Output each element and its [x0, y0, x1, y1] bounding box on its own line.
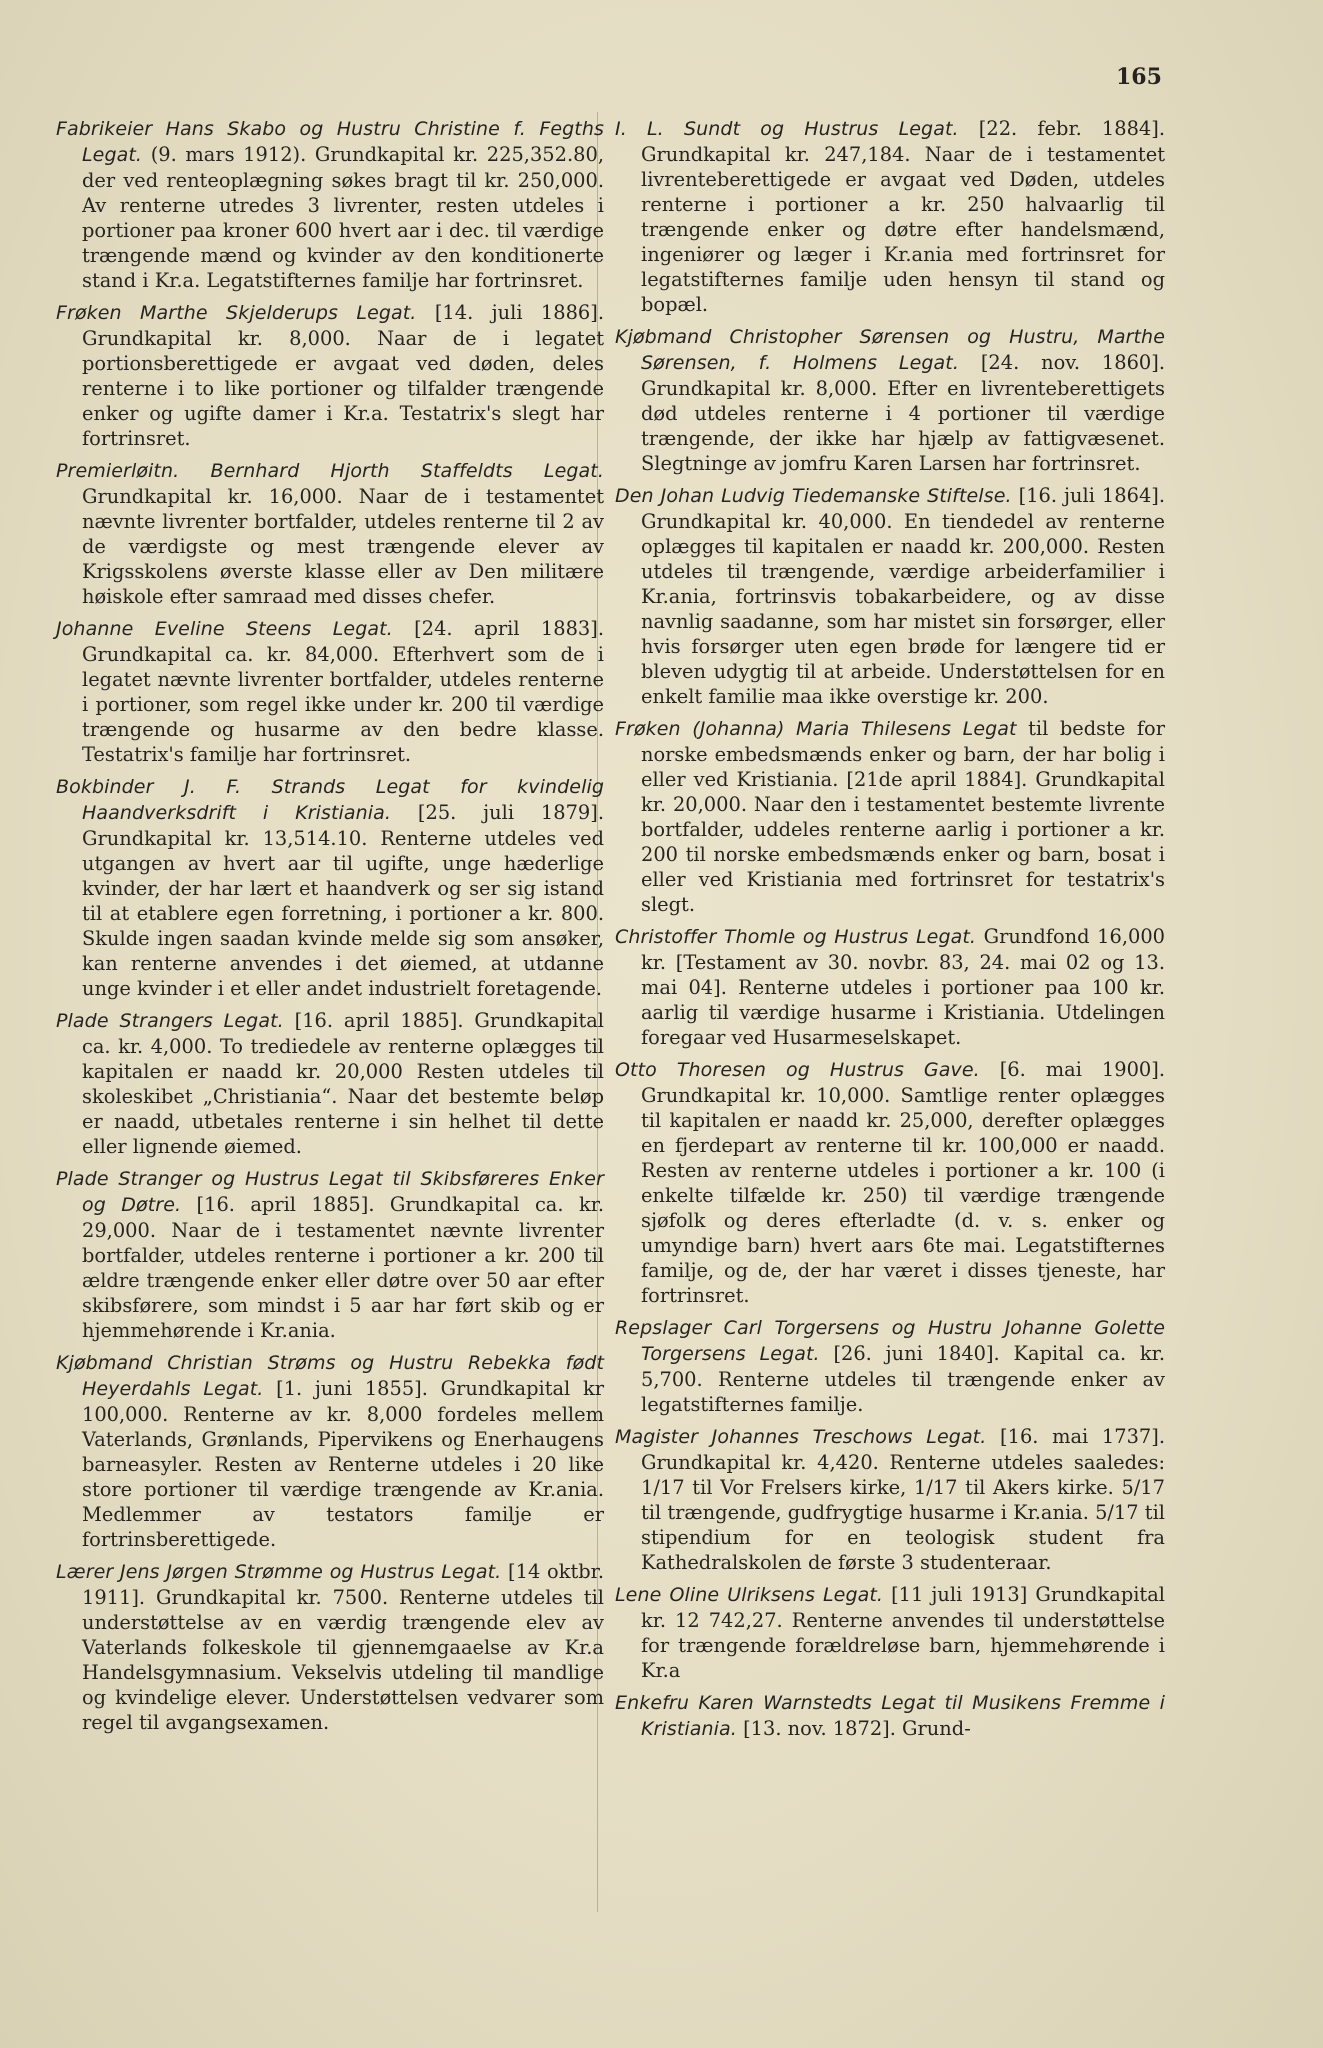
legat-entry: [56, 1008, 604, 1159]
page-number: 165: [1116, 64, 1162, 90]
legat-description: Grundfond 16,000 kr. [Testament av 30. novbr. 83, 24. mai 02 og 13. mai 04]. Renterne utdeles i portioner paa 100 kr. aarlig til værdige husarme i Kristiania. Utdelingen foregaar ved Husarmeselskapet.: [641, 925, 1165, 1049]
legat-entry: [56, 300, 604, 451]
legat-name: Premierløitn. Bernhard Hjorth Staffeldts Legat.: [56, 460, 604, 482]
legat-name: Lene Oline Ulriksens Legat.: [615, 1584, 884, 1606]
legat-entry: [615, 1057, 1165, 1308]
legat-name: Plade Stranger og Hustrus Legat til Skibsføreres Enker og Døtre.: [56, 1168, 604, 1216]
legat-entry: [56, 616, 604, 767]
legat-name: Den Johan Ludvig Tiedemanske Stiftelse.: [615, 485, 1012, 507]
legat-entry: [615, 1315, 1165, 1417]
legat-name: Kjøbmand Christopher Sørensen og Hustru, Marthe Sørensen, f. Holmens Legat.: [615, 326, 1165, 374]
legat-description: [13. nov. 1872]. Grund-: [736, 1717, 971, 1740]
legat-description: [26. juni 1840]. Kapital ca. kr. 5,700. Renterne utdeles til trængende enker av legatstifternes familje.: [641, 1342, 1165, 1416]
legat-name: Plade Strangers Legat.: [56, 1010, 284, 1032]
legat-description: [1. juni 1855]. Grundkapital kr 100,000. Renterne av kr. 8,000 fordeles mellem Vaterlands, Grønlands, Pipervikens og Enerhaugens barneasyler. Resten av Renterne utdeles i 20 like store portioner til værdige trængende av Kr.ania. Medlemmer av testators familje er fortrinsberettigede.: [82, 1377, 604, 1551]
legat-description: [24. april 1883]. Grundkapital ca. kr. 84,000. Efterhvert som de i legatet nævnte livrenter bortfalder, utdeles renterne i portioner, som regel ikke under kr. 200 til værdige trængende og husarme av den bedre klasse. Testatrix's familje har fortrinsret.: [82, 617, 604, 766]
legat-entry: [56, 1350, 604, 1552]
legat-description: [16. mai 1737]. Grundkapital kr. 4,420. Renterne utdeles saaledes: 1/17 til Vor Frelsers kirke, 1/17 til Akers kirke. 5/17 til trængende, gudfrygtige husarme i Kr.ania. 5/17 til stipendium for en teologisk student fra Kathedralskolen de første 3 studenteraar.: [641, 1425, 1165, 1574]
legat-description: [14. juli 1886]. Grundkapital kr. 8,000. Naar de i legatet portionsberettigede er avgaat ved døden, deles renterne i to like portioner og tilfalder trængende enker og ugifte damer i Kr.a. Testatrix's slegt har fortrinsret.: [82, 301, 604, 450]
legat-description: til bedste for norske embedsmænds enker og barn, der har bolig i eller ved Kristiania. [21de april 1884]. Grundkapital kr. 20,000. Naar den i testamentet bestemte livrente bortfalder, uddeles renterne aarlig i portioner a kr. 200 til norske embedsmænds enker og barn, bosat i eller ved Kristiania med fortrinsret for testatrix's slegt.: [641, 717, 1165, 916]
legat-description: Grundkapital kr. 16,000. Naar de i testamentet nævnte livrenter bortfalder, utdeles renterne til 2 av de værdigste og mest trængende elever av Krigsskolens øverste klasse eller av Den militære høiskole efter samraad med disses chefer.: [82, 485, 604, 608]
legat-name: Enkefru Karen Warnstedts Legat til Musikens Fremme i Kristiania.: [615, 1692, 1165, 1740]
legat-description: [16. juli 1864]. Grundkapital kr. 40,000. En tiendedel av renterne oplægges til kapitalen er naadd kr. 200,000. Resten utdeles til trængende, værdige arbeiderfamilier i Kr.ania, fortrinsvis tobakarbeidere, og av disse navnlig saadanne, som har mistet sin forsørger, eller hvis forsørger uten egen brøde for længere tid er bleven udygtig til at arbeide. Understøttelsen for en enkelt familie maa ikke overstige kr. 200.: [641, 484, 1166, 708]
legat-entry: [615, 1582, 1165, 1683]
legat-entry: [56, 1166, 604, 1343]
legat-name: Johanne Eveline Steens Legat.: [56, 618, 393, 640]
legat-description: [22. febr. 1884]. Grundkapital kr. 247,184. Naar de i testamentet livrenteberettigede er avgaat ved Døden, utdeles renterne i portioner a kr. 250 halvaarlig til trængende enker og døtre efter handelsmænd, ingeniører og læger i Kr.ania med fortrinsret for legatstifternes familje uden hensyn til stand og bopæl.: [641, 117, 1165, 316]
legat-name: Repslager Carl Torgersens og Hustru Johanne Golette Torgersens Legat.: [615, 1317, 1165, 1365]
legat-description: [14 oktbr. 1911]. Grundkapital kr. 7500. Renterne utdeles til understøttelse av en værdig trængende elev av Vaterlands folkeskole til gjennemgaaelse av Kr.a Handelsgymnasium. Vekselvis utdeling til mandlige og kvindelige elever. Understøttelsen vedvarer som regel til avgangsexamen.: [82, 1560, 604, 1734]
legat-entry: [615, 116, 1165, 317]
legat-entry: [56, 458, 604, 609]
legat-entry: [56, 774, 604, 1001]
legat-name: Bokbinder J. F. Strands Legat for kvindelig Haandverksdrift i Kristiania.: [56, 776, 604, 824]
legat-entry: [56, 1559, 604, 1735]
legat-name: Christoffer Thomle og Hustrus Legat.: [615, 926, 977, 948]
left-column: [56, 116, 604, 1742]
legat-description: [16. april 1885]. Grundkapital ca. kr. 29,000. Naar de i testamentet nævnte livrenter bortfalder, utdeles renterne i portioner a kr. 200 til ældre trængende enker eller døtre over 50 aar efter skibsførere, som mindst i 5 aar har ført skib og er hjemmehørende i Kr.ania.: [82, 1193, 604, 1342]
legat-entry: [615, 1424, 1165, 1575]
right-column: [615, 116, 1165, 1749]
legat-name: Lærer Jens Jørgen Strømme og Hustrus Legat.: [56, 1561, 502, 1583]
legat-description: [25. juli 1879]. Grundkapital kr. 13,514.10. Renterne utdeles ved utgangen av hvert aar til ugifte, unge hæderlige kvinder, der har lært et haandverk og ser sig istand til at etablere egen forretning, i portioner a kr. 800. Skulde ingen saadan kvinde melde sig som ansøker, kan renterne anvendes i det øiemed, at utdanne unge kvinder i et eller andet industrielt foretagende.: [82, 801, 604, 1000]
legat-name: Fabrikeier Hans Skabo og Hustru Christine f. Fegths Legat.: [56, 118, 604, 166]
legat-name: Frøken (Johanna) Maria Thilesens Legat: [615, 718, 1017, 740]
legat-description: [16. april 1885]. Grundkapital ca. kr. 4,000. To trediedele av renterne oplægges til kapitalen er naadd kr. 20,000 Resten utdeles til skoleskibet „Christiania“. Naar det bestemte beløp er naadd, utbetales renterne i sin helhet til dette eller lignende øiemed.: [82, 1009, 604, 1158]
legat-entry: [615, 1690, 1165, 1742]
legat-entry: [56, 116, 604, 293]
legat-name: Frøken Marthe Skjelderups Legat.: [56, 302, 417, 324]
legat-name: Otto Thoresen og Hustrus Gave.: [615, 1059, 980, 1081]
legat-name: I. L. Sundt og Hustrus Legat.: [615, 118, 959, 140]
legat-description: [6. mai 1900]. Grundkapital kr. 10,000. Samtlige renter oplægges til kapitalen er naadd kr. 25,000, derefter oplægges en fjerdepart av renterne til kr. 100,000 er naadd. Resten av renterne utdeles i portioner a kr. 100 (i enkelte tilfælde kr. 250) til værdige trængende sjøfolk og deres efterladte (d. v. s. enker og umyndige barn) hvert aars 6te mai. Legatstifternes familje, og de, der har været i disses tjeneste, har fortrinsret.: [641, 1058, 1165, 1307]
legat-description: (9. mars 1912). Grundkapital kr. 225,352.80, der ved renteoplægning søkes bragt til kr. 250,000. Av renterne utredes 3 livrenter, resten utdeles i portioner paa kroner 600 hvert aar i dec. til værdige trængende mænd og kvinder av den konditionerte stand i Kr.a. Legatstifternes familje har fortrinsret.: [82, 143, 604, 292]
legat-entry: [615, 924, 1165, 1050]
legat-description: [24. nov. 1860]. Grundkapital kr. 8,000. Efter en livrenteberettigets død utdeles renterne i 4 portioner til værdige trængende, der ikke har hjælp av fattigvæsenet. Slegtninge av jomfru Karen Larsen har fortrinsret.: [641, 351, 1165, 475]
legat-entry: [615, 483, 1165, 709]
legat-name: Magister Johannes Treschows Legat.: [615, 1426, 987, 1448]
legat-entry: [615, 716, 1165, 917]
legat-name: Kjøbmand Christian Strøms og Hustru Rebekka født Heyerdahls Legat.: [56, 1352, 604, 1400]
legat-description: [11 juli 1913] Grundkapital kr. 12 742,27. Renterne anvendes til understøttelse for trængende forældreløse barn, hjemmehørende i Kr.a: [641, 1583, 1165, 1682]
legat-entry: [615, 324, 1165, 476]
